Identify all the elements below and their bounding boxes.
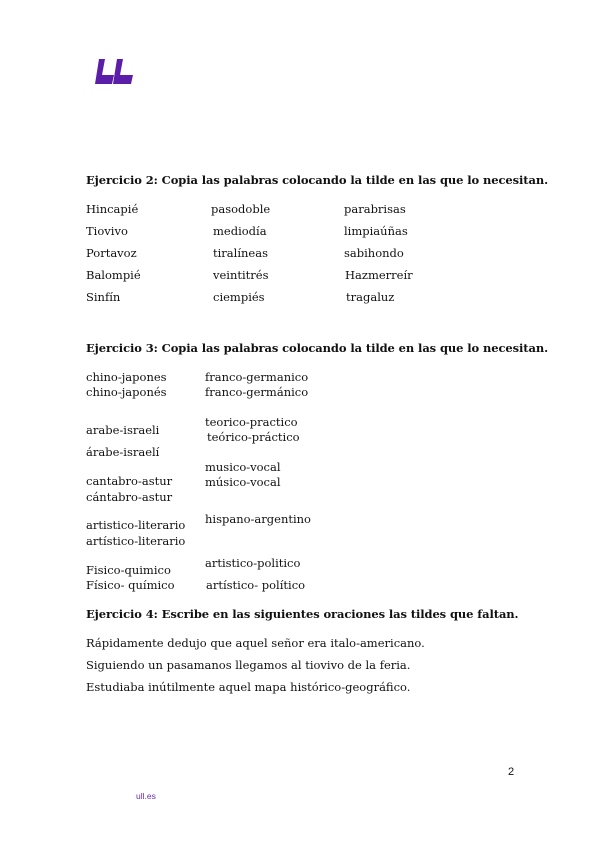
page-number: 2 <box>508 766 515 778</box>
word-item: cantabro-astur <box>86 474 173 488</box>
word-item: Sinfín <box>86 290 121 304</box>
word-item: Portavoz <box>86 246 137 260</box>
ull-logo-icon <box>95 53 135 84</box>
word-item: franco-germanico <box>205 370 309 384</box>
word-item: Hincapié <box>86 202 139 216</box>
word-item: Fisico-quimico <box>86 563 171 577</box>
word-item: mediodía <box>213 224 267 238</box>
word-item: Balompié <box>86 268 141 282</box>
word-item: pasodoble <box>211 202 271 216</box>
word-item: artistico-politico <box>205 556 301 570</box>
word-item: sabihondo <box>344 246 404 260</box>
word-item: Tiovivo <box>86 224 128 238</box>
exercise-4-heading: Ejercicio 4: Escribe en las siguientes oraciones las tildes que faltan. <box>86 607 519 621</box>
word-item: Físico- químico <box>86 578 175 592</box>
word-item: parabrisas <box>344 202 406 216</box>
word-item: músico-vocal <box>205 475 281 489</box>
exercise-3-heading: Ejercicio 3: Copia las palabras colocando la tilde en las que lo necesitan. <box>86 341 548 355</box>
word-item: ciempiés <box>213 290 265 304</box>
word-item: chino-japonés <box>86 385 167 399</box>
footer-link[interactable]: ull.es <box>136 791 156 801</box>
word-item: artístico- político <box>206 578 306 592</box>
sentence-item: Rápidamente dedujo que aquel señor era italo-americano. <box>86 636 425 650</box>
word-item: artistico-literario <box>86 518 186 532</box>
word-item: tragaluz <box>346 290 395 304</box>
word-item: teorico-practico <box>205 415 298 429</box>
sentence-item: Siguiendo un pasamanos llegamos al tiovivo de la feria. <box>86 658 411 672</box>
word-item: veintitrés <box>213 268 269 282</box>
word-item: artístico-literario <box>86 534 186 548</box>
word-item: Hazmerreír <box>345 268 413 282</box>
word-item: cántabro-astur <box>86 490 173 504</box>
word-item: árabe-israelí <box>86 445 160 459</box>
word-item: limpiaúñas <box>344 224 408 238</box>
word-item: musico-vocal <box>205 460 281 474</box>
exercise-2-heading: Ejercicio 2: Copia las palabras colocando la tilde en las que lo necesitan. <box>86 173 548 187</box>
sentence-item: Estudiaba inútilmente aquel mapa histórico-geográfico. <box>86 680 411 694</box>
word-item: franco-germánico <box>205 385 309 399</box>
word-item: tiralíneas <box>213 246 268 260</box>
word-item: hispano-argentino <box>205 512 311 526</box>
word-item: chino-japones <box>86 370 167 384</box>
word-item: arabe-israeli <box>86 423 160 437</box>
word-item: teórico-práctico <box>207 430 300 444</box>
